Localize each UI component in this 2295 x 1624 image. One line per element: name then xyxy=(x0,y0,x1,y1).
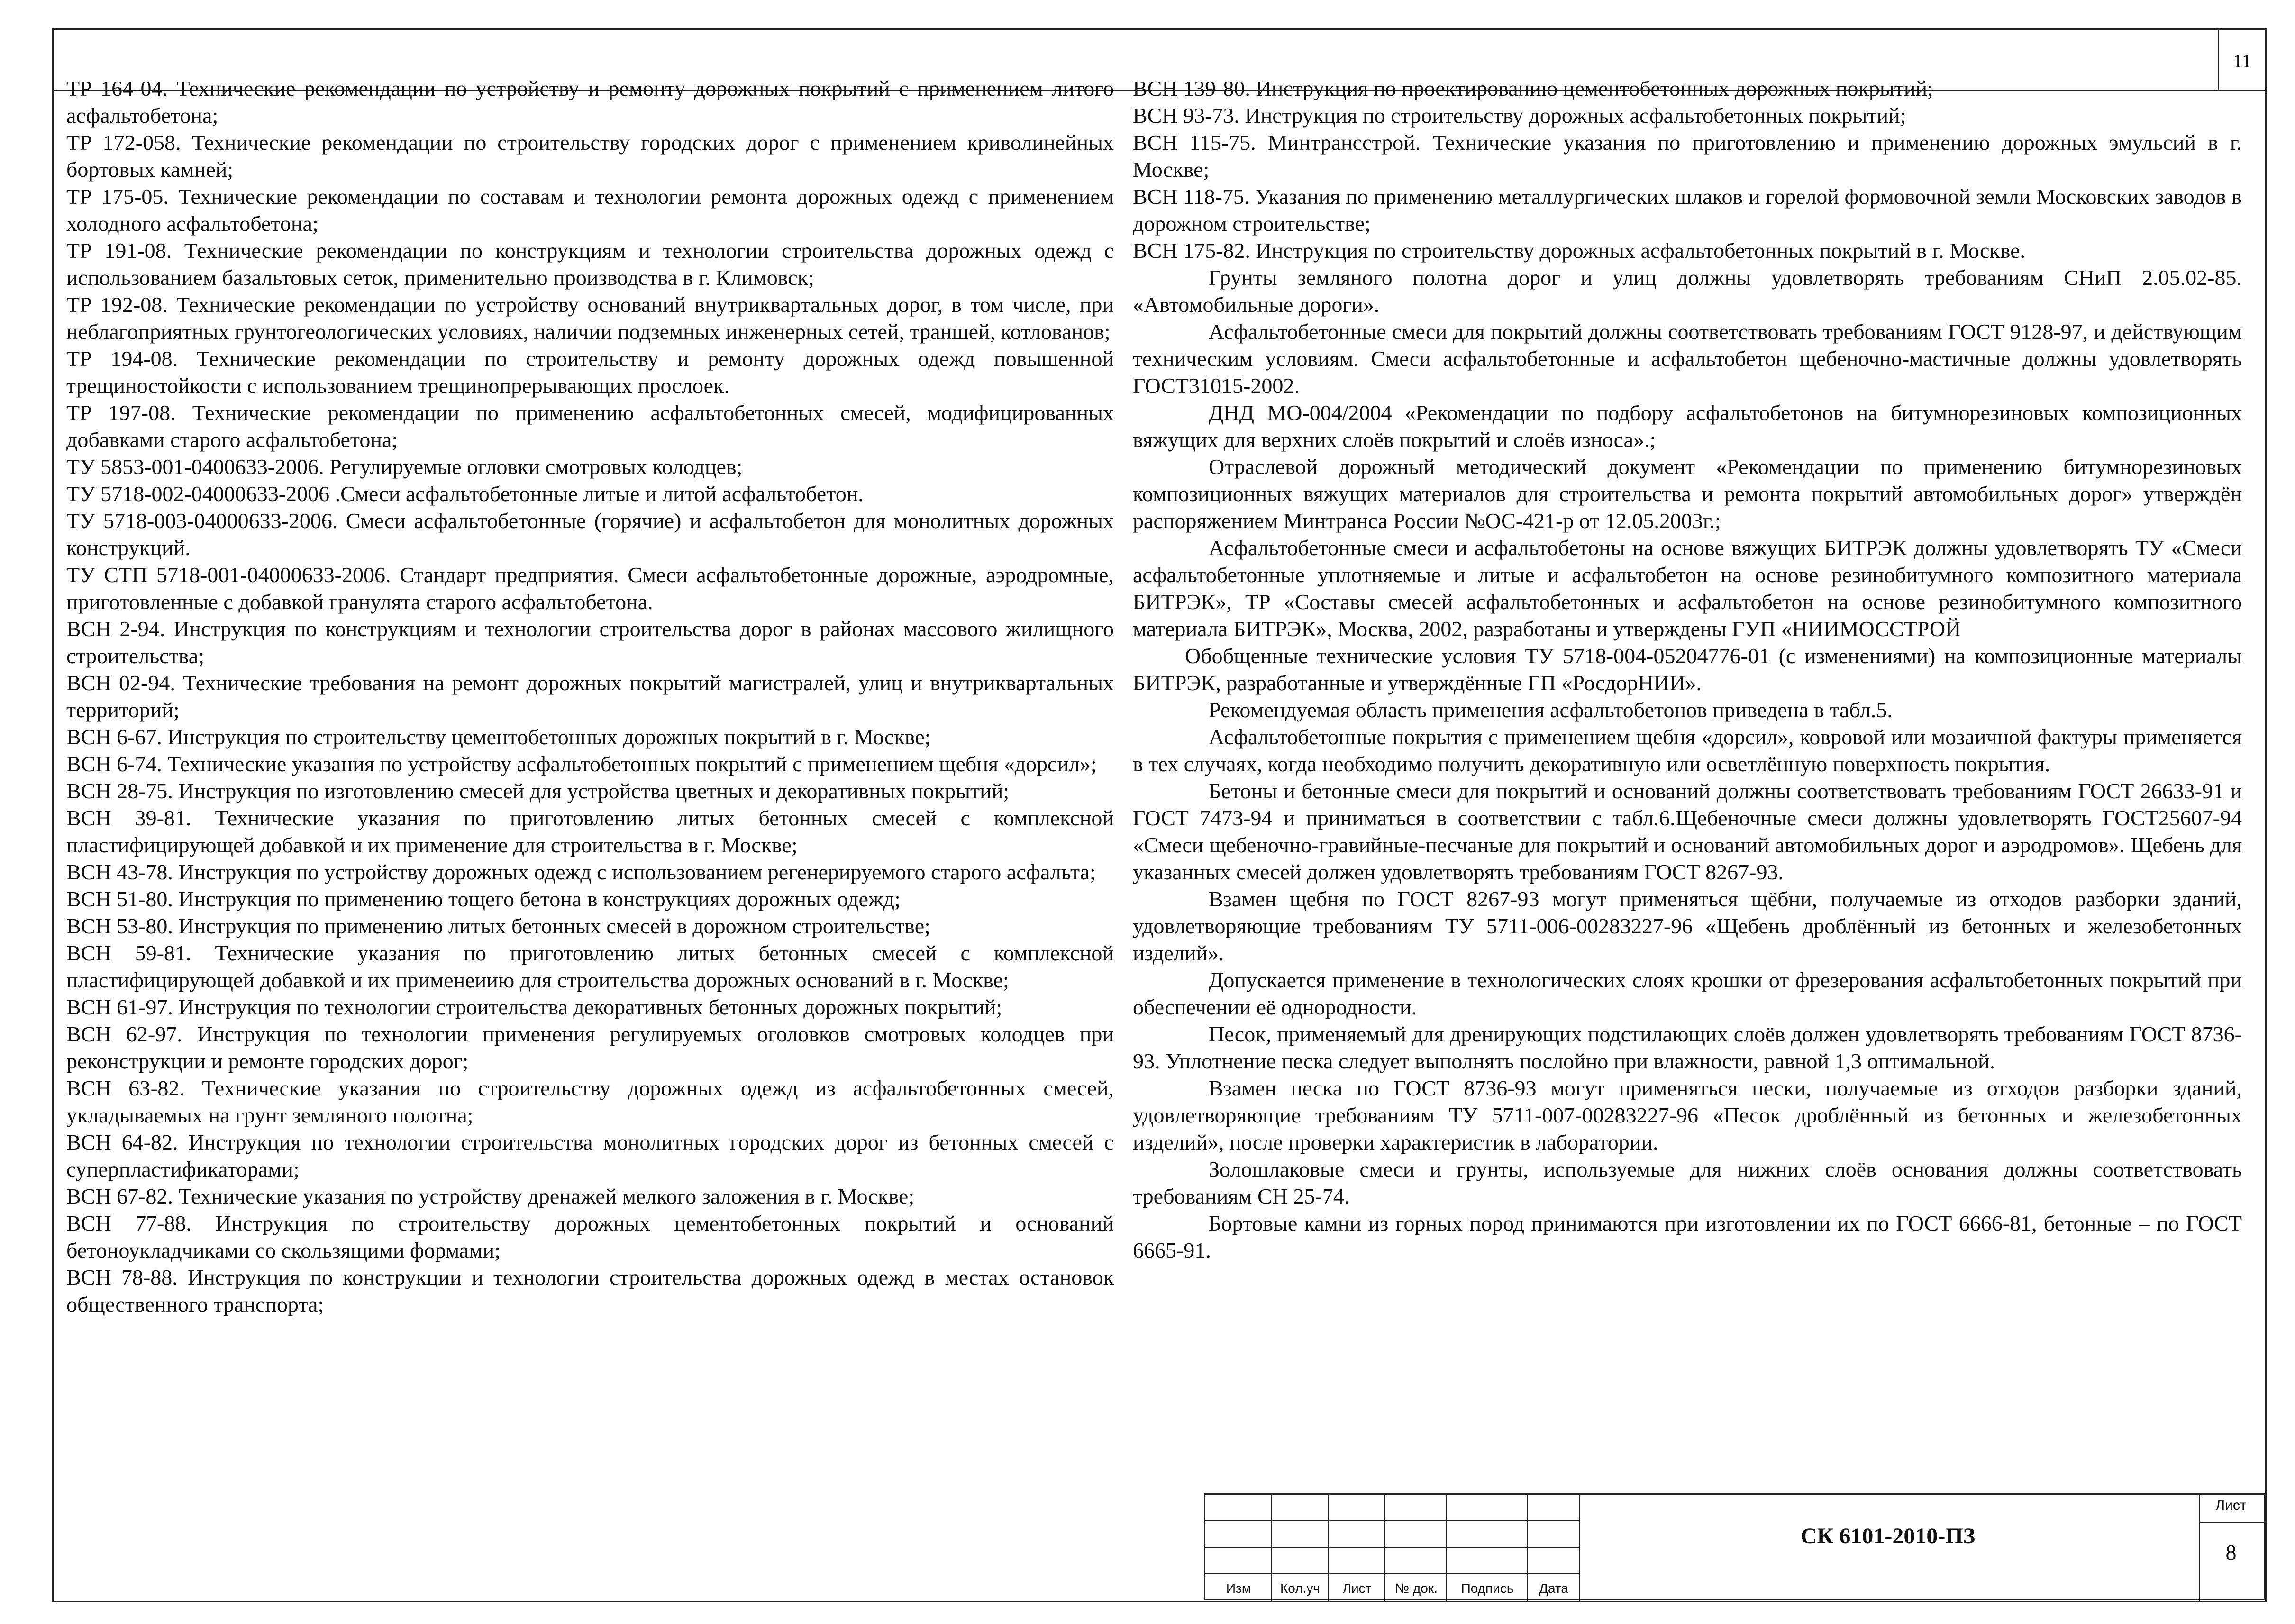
body-paragraph: Асфальтобетонные покрытия с применением щебня «дорсил», ковровой или мозаичной фактуры применяется в тех случаях, когда необходимо получить декоративную или осветлённую поверхность покрытия. xyxy=(1133,725,2242,776)
reference-entry: ВСН 115-75. Минтрансстрой. Технические указания по приготовлению и применению дорожных эмульсий в г. Москве; xyxy=(1133,130,2242,182)
tb-label-data: Дата xyxy=(1539,1581,1568,1596)
tb-cell xyxy=(1205,1521,1272,1548)
reference-entry: ВСН 118-75. Указания по применению металлургических шлаков и горелой формовочной земли Московских заводов в дорожном строительстве; xyxy=(1133,184,2242,236)
tb-label-ndok: № док. xyxy=(1395,1581,1438,1596)
reference-entry: ТУ 5853-001-0400633-2006. Регулируемые огловки смотровых колодцев; xyxy=(66,455,743,479)
reference-entry: ТР 194-08. Технические рекомендации по строительству и ремонту дорожных одежд повышенной трещиностойкости с использованием трещинопрерывающих прослоек. xyxy=(66,347,1114,398)
tb-cell xyxy=(1272,1548,1329,1574)
reference-entry: ВСН 51-80. Инструкция по применению тощего бетона в конструкциях дорожных одежд; xyxy=(66,887,901,911)
body-paragraph: ДНД МО-004/2004 «Рекомендации по подбору асфальтобетонов на битумнорезиновых композиционных вяжущих для верхних слоёв покрытий и слоёв износа».; xyxy=(1133,401,2242,452)
tb-cell xyxy=(1447,1521,1528,1548)
reference-entry: ТР 191-08. Технические рекомендации по конструкциям и технологии строительства дорожных одежд с использованием базальтовых сеток, применительно производства в г. Климовск; xyxy=(66,238,1114,290)
body-paragraph: Грунты земляного полотна дорог и улиц должны удовлетворять требованиям СНиП 2.05.02-85. «Автомобильные дороги». xyxy=(1133,265,2242,317)
body-paragraph: Асфальтобетонные смеси и асфальтобетоны на основе вяжущих БИТРЭК должны удовлетворять ТУ «Смеси асфальтобетонные уплотняемые и литые и асфальтобетон на основе резинобитумного композитного материала БИТРЭК», ТР «Составы смесей асфальтобетонных и асфальтобетон на основе резинобитумного композитного материала БИТРЭК», Москва, 2002, разработаны и утверждены ГУП «НИИМОССТРОЙ xyxy=(1133,536,2242,641)
tb-cell xyxy=(1272,1521,1329,1548)
tb-label-izm: Изм xyxy=(1226,1581,1251,1596)
tb-cell xyxy=(1528,1521,1580,1548)
reference-entry: ВСН 53-80. Инструкция по применению литых бетонных смесей в дорожном строительстве; xyxy=(66,914,930,938)
tb-label-cell xyxy=(1205,1574,1272,1602)
body-paragraph: Бетоны и бетонные смеси для покрытий и оснований должны соответствовать требованиям ГОСТ 26633-91 и ГОСТ 7473-94 и приниматься в соответствии с табл.6.Щебеночные смеси должны удовлетворять ГОСТ25607-94 «Смеси щебеночно-гравийные-песчаные для покрытий и оснований автомобильных дорог и аэродромов». Щебень для указанных смесей должен удовлетворять требованиям ГОСТ 8267-93. xyxy=(1133,779,2242,884)
reference-entry: ВСН 43-78. Инструкция по устройству дорожных одежд с использованием регенерируемого старого асфальта; xyxy=(66,860,1096,884)
reference-entry: ВСН 61-97. Инструкция по технологии строительства декоративных бетонных дорожных покрытий; xyxy=(66,995,1002,1019)
tb-label-cell xyxy=(1329,1574,1385,1602)
body-paragraph: Золошлаковые смеси и грунты, используемые для нижних слоёв основания должны соответствовать требованиям СН 25-74. xyxy=(1133,1157,2242,1208)
tb-cell xyxy=(1329,1495,1385,1521)
document-code: СК 6101-2010-ПЗ xyxy=(1800,1524,1976,1549)
reference-entry: ВСН 59-81. Технические указания по приготовлению литых бетонных смесей с комплексной пластифицирующей добавкой и их применеиию для строительства дорожных оснований в г. Москве; xyxy=(66,941,1114,992)
left-column xyxy=(66,75,1114,1318)
reference-entry: ВСН 67-82. Технические указания по устройству дренажей мелкого заложения в г. Москве; xyxy=(66,1184,915,1208)
reference-entry: ТР 197-08. Технические рекомендации по применению асфальтобетонных смесей, модифицированных добавками старого асфальтобетона; xyxy=(66,401,1114,452)
title-block xyxy=(1204,1493,2266,1600)
tb-label-podpis: Подпись xyxy=(1461,1581,1514,1596)
tb-cell xyxy=(1329,1548,1385,1574)
tb-cell xyxy=(1329,1521,1385,1548)
tb-cell xyxy=(1528,1548,1580,1574)
tb-cell xyxy=(1385,1495,1447,1521)
reference-entry: ВСН 2-94. Инструкция по конструкциям и технологии строительства дорог в районах массового жилищного строительства; xyxy=(66,617,1114,668)
reference-entry: ВСН 78-88. Инструкция по конструкции и технологии строительства дорожных одежд в местах остановок общественного транспорта; xyxy=(66,1265,1114,1316)
tb-label-cell xyxy=(1385,1574,1447,1602)
body-paragraph: Асфальтобетонные смеси для покрытий должны соответствовать требованиям ГОСТ 9128-97, и действующим техническим условиям. Смеси асфальтобетонные и асфальтобетон щебеночно-мастичные должны удовлетворять ГОСТ31015-2002. xyxy=(1133,319,2242,398)
reference-entry: ВСН 28-75. Инструкция по изготовлению смесей для устройства цветных и декоративных покрытий; xyxy=(66,779,1010,803)
reference-entry: ВСН 62-97. Инструкция по технологии применения регулируемых оголовков смотровых колодцев при реконструкции и ремонте городских дорог; xyxy=(66,1022,1114,1073)
body-paragraph: Допускается применение в технологических слоях крошки от фрезерования асфальтобетонных покрытий при обеспечении её однородности. xyxy=(1133,968,2242,1019)
top-page-number: 11 xyxy=(2218,30,2265,91)
reference-entry: ТР 192-08. Технические рекомендации по устройству оснований внутриквартальных дорог, в том числе, при неблагоприятных грунтогеологических условиях, наличии подземных инженерных сетей, траншей, котлованов; xyxy=(66,292,1114,344)
reference-entry: ТР 164-04. Технические рекомендации по устройству и ремонту дорожных покрытий с применением литого асфальтобетона; xyxy=(66,76,1114,128)
body-paragraph: Обобщенные технические условия ТУ 5718-004-05204776-01 (с изменениями) на композиционные материалы БИТРЭК, разработанные и утверждённые ГП «РосдорНИИ». xyxy=(1133,644,2242,695)
reference-entry: ВСН 93-73. Инструкция по строительству дорожных асфальтобетонных покрытий; xyxy=(1133,103,1906,128)
tb-label-cell xyxy=(1528,1574,1580,1602)
reference-entry: ТР 175-05. Технические рекомендации по составам и технологии ремонта дорожных одежд с применением холодного асфальтобетона; xyxy=(66,184,1114,236)
reference-entry: ВСН 175-82. Инструкция по строительству дорожных асфальтобетонных покрытий в г. Москве. xyxy=(1133,238,2026,263)
reference-entry: ТР 172-058. Технические рекомендации по строительству городских дорог с применением криволинейных бортовых камней; xyxy=(66,130,1114,182)
tb-cell xyxy=(1385,1548,1447,1574)
tb-cell xyxy=(1447,1548,1528,1574)
tb-label-cell xyxy=(1447,1574,1528,1602)
body-paragraph: Рекомендуемая область применения асфальтобетонов приведена в табл.5. xyxy=(1209,698,1893,722)
reference-entry: ВСН 6-74. Технические указания по устройству асфальтобетонных покрытий с применением щебня «дорсил»; xyxy=(66,752,1097,776)
tb-cell xyxy=(1205,1548,1272,1574)
reference-entry: ВСН 39-81. Технические указания по приготовлению литых бетонных смесей с комплексной пластифицирующей добавкой и их применение для строительства в г. Москве; xyxy=(66,806,1114,857)
tb-cell xyxy=(1385,1521,1447,1548)
reference-entry: ТУ 5718-003-04000633-2006. Смеси асфальтобетонные (горячие) и асфальтобетон для монолитных дорожных конструкций. xyxy=(66,509,1114,560)
reference-entry: ВСН 64-82. Инструкция по технологии строительства монолитных городских дорог из бетонных смесей с суперпластификаторами; xyxy=(66,1130,1114,1181)
tb-cell xyxy=(1205,1495,1272,1521)
reference-entry: ВСН 63-82. Технические указания по строительству дорожных одежд из асфальтобетонных смесей, укладываемых на грунт земляного полотна; xyxy=(66,1076,1114,1127)
reference-entry: ТУ 5718-002-04000633-2006 .Смеси асфальтобетонные литые и литой асфальтобетон. xyxy=(66,482,864,506)
right-column xyxy=(1133,75,2242,1264)
sheet-label: Лист xyxy=(2215,1497,2247,1513)
tb-cell xyxy=(1447,1495,1528,1521)
tb-cell xyxy=(1528,1495,1580,1521)
reference-entry: ВСН 139-80. Инструкция по проектированию цементобетонных дорожных покрытий; xyxy=(1133,76,1933,100)
tb-label-list: Лист xyxy=(1342,1581,1372,1596)
reference-entry: ВСН 02-94. Технические требования на ремонт дорожных покрытий магистралей, улиц и внутриквартальных территорий; xyxy=(66,671,1114,722)
sheet-number: 8 xyxy=(2225,1540,2237,1564)
body-paragraph: Взамен песка по ГОСТ 8736-93 могут применяться пески, получаемые из отходов разборки зданий, удовлетворяющие требованиям ТУ 5711-007-00283227-96 «Песок дроблённый из бетонных и железобетонных изделий», после проверки характеристик в лаборатории. xyxy=(1133,1076,2242,1154)
tb-cell xyxy=(1272,1495,1329,1521)
reference-entry: ВСН 6-67. Инструкция по строительству цементобетонных дорожных покрытий в г. Москве; xyxy=(66,725,931,749)
body-paragraph: Взамен щебня по ГОСТ 8267-93 могут применяться щёбни, получаемые из отходов разборки зданий, удовлетворяющие требованиям ТУ 5711-006-00283227-96 «Щебень дроблённый из бетонных и железобетонных изделий». xyxy=(1133,887,2242,965)
body-paragraph: Бортовые камни из горных пород принимаются при изготовлении их по ГОСТ 6666-81, бетонные – по ГОСТ 6665-91. xyxy=(1133,1211,2242,1262)
body-paragraph: Отраслевой дорожный методический документ «Рекомендации по применению битумнорезиновых композиционных вяжущих материалов для строительства и ремонта покрытий автомобильных дорог» утверждён распоряжением Минтранса России №ОС-421-р от 12.05.2003г.; xyxy=(1133,455,2242,533)
reference-entry: ВСН 77-88. Инструкция по строительству дорожных цементобетонных покрытий и оснований бетоноукладчиками со скользящими формами; xyxy=(66,1211,1114,1262)
tb-label-cell xyxy=(1272,1574,1329,1602)
tb-label-koluch: Кол.уч xyxy=(1280,1581,1320,1596)
body-paragraph: Песок, применяемый для дренирующих подстилающих слоёв должен удовлетворять требованиям ГОСТ 8736-93. Уплотнение песка следует выполнять послойно при влажности, равной 1,3 оптимальной. xyxy=(1133,1022,2242,1073)
reference-entry: ТУ СТП 5718-001-04000633-2006. Стандарт предприятия. Смеси асфальтобетонные дорожные, аэродромные, приготовленные с добавкой гранулята старого асфальтобетона. xyxy=(66,563,1114,614)
